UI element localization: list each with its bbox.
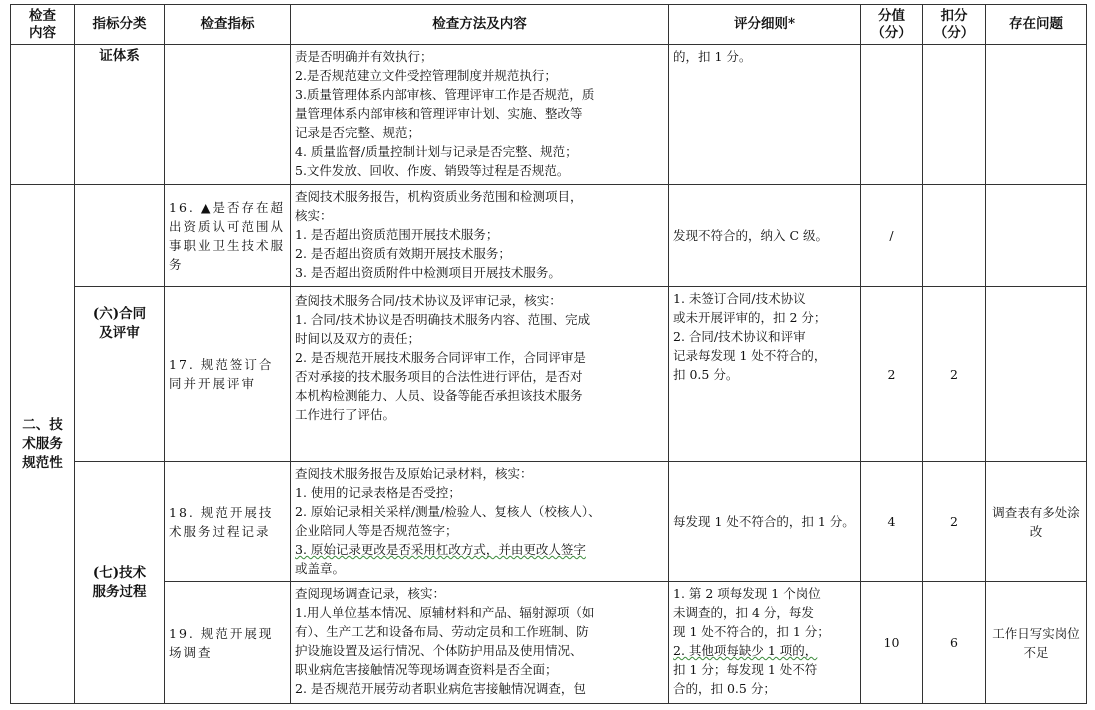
score-cell bbox=[861, 462, 923, 582]
header-scoring-rules: 评分细则* bbox=[669, 5, 861, 45]
table-row bbox=[11, 287, 1087, 462]
method-line: 或盖章。 bbox=[295, 561, 346, 576]
deduct-cell bbox=[923, 185, 986, 287]
indicator-cell bbox=[165, 462, 291, 582]
score-cell bbox=[861, 582, 923, 704]
method-cell bbox=[291, 45, 669, 185]
method-line: 否对承接的技术服务项目的合法性进行评估，是否对 bbox=[295, 369, 583, 384]
header-row bbox=[11, 5, 1087, 45]
header-deduction: 扣分 （分） bbox=[923, 5, 986, 45]
method-line: 2. 是否规范开展劳动者职业病危害接触情况调查，包 bbox=[295, 681, 586, 696]
method-cell bbox=[291, 287, 669, 462]
method-line: 工作进行了评估。 bbox=[295, 407, 396, 422]
rule-cell bbox=[669, 287, 861, 462]
header-score-value: 分值 （分） bbox=[861, 5, 923, 45]
deduct-value: 2 bbox=[950, 366, 958, 382]
method-line: 核实： bbox=[295, 208, 333, 223]
rule-cell bbox=[669, 45, 861, 185]
inspection-table bbox=[10, 4, 1087, 704]
rule-text: 每发现 1 处不符合的，扣 1 分。 bbox=[673, 514, 855, 529]
method-line: 记录是否完整、规范； bbox=[295, 125, 421, 140]
table-row bbox=[11, 45, 1087, 185]
rule-line: 记录每发现 1 处不符合的， bbox=[673, 348, 827, 363]
method-line: 查阅技术服务报告，机构资质业务范围和检测项目， bbox=[295, 189, 583, 204]
rule-cell bbox=[669, 462, 861, 582]
indicator-cell bbox=[165, 287, 291, 462]
method-line: 2. 原始记录相关采样/测量/检验人、复核人（校核人）、 bbox=[295, 504, 601, 519]
method-line: 查阅技术服务报告及原始记录材料，核实： bbox=[295, 466, 533, 481]
issue-cell bbox=[986, 462, 1087, 582]
method-line: 查阅技术服务合同/技术协议及评审记录，核实： bbox=[295, 293, 562, 308]
indicator-text: 16. ▲是否存在超出资质认可范围从事职业卫生技术服务 bbox=[169, 199, 286, 272]
method-line: 4. 质量监督/质量控制计划与记录是否完整、规范； bbox=[295, 144, 578, 159]
method-line: 时间以及双方的责任； bbox=[295, 331, 421, 346]
method-line: 企业陪同人等是否规范签字； bbox=[295, 523, 458, 538]
section-cell: 二、技 术服务 规范性 bbox=[11, 185, 75, 704]
rule-line: 扣 1 分；每发现 1 处不符 bbox=[673, 662, 818, 677]
method-cell bbox=[291, 582, 669, 704]
deduct-cell bbox=[923, 287, 986, 462]
rule-line: 1. 第 2 项每发现 1 个岗位 bbox=[673, 586, 821, 601]
indicator-text: 17. 规范签订合同并开展评审 bbox=[169, 357, 274, 391]
method-line: 1. 使用的记录表格是否受控； bbox=[295, 485, 461, 500]
deduct-cell bbox=[923, 462, 986, 582]
category-cell bbox=[75, 45, 165, 185]
indicator-cell bbox=[165, 45, 291, 185]
method-line: 1.用人单位基本情况、原辅材料和产品、辐射源项（如 bbox=[295, 605, 595, 620]
method-line: 查阅现场调查记录，核实： bbox=[295, 586, 446, 601]
issue-cell bbox=[986, 45, 1087, 185]
rule-line: 1. 未签订合同/技术协议 bbox=[673, 291, 806, 306]
rule-line: 或未开展评审的，扣 2 分； bbox=[673, 310, 827, 325]
rule-cell bbox=[669, 185, 861, 287]
method-line: 3. 原始记录更改是否采用杠改方式，并由更改人签字 bbox=[295, 542, 586, 557]
method-line: 3.质量管理体系内部审核、管理评审工作是否规范，质 bbox=[295, 87, 595, 102]
method-line: 3. 是否超出资质附件中检测项目开展技术服务。 bbox=[295, 265, 561, 280]
score-cell bbox=[861, 185, 923, 287]
rule-cell bbox=[669, 582, 861, 704]
issue-text: 工作日写实岗位不足 bbox=[992, 625, 1080, 660]
method-line: 1. 合同/技术协议是否明确技术服务内容、范围、完成 bbox=[295, 312, 591, 327]
method-line: 2. 是否超出资质有效期开展技术服务； bbox=[295, 246, 511, 261]
header-inspection-indicator: 检查指标 bbox=[165, 5, 291, 45]
score-cell bbox=[861, 45, 923, 185]
rule-line: 现 1 处不符合的，扣 1 分； bbox=[673, 624, 830, 639]
header-existing-issues: 存在问题 bbox=[986, 5, 1087, 45]
category-cell: (六)合同 及评审 bbox=[75, 287, 165, 462]
method-line: 有）、生产工艺和设备布局、劳动定员和工作班制、防 bbox=[295, 624, 589, 639]
deduct-cell bbox=[923, 582, 986, 704]
category-label: 证体系 bbox=[99, 48, 140, 64]
rule-text: 的，扣 1 分。 bbox=[673, 49, 752, 64]
score-value: / bbox=[889, 228, 894, 243]
method-line: 护设施设置及运行情况、个体防护用品及使用情况、 bbox=[295, 643, 583, 658]
rule-line: 未调查的，扣 4 分，每发 bbox=[673, 605, 814, 620]
method-cell bbox=[291, 462, 669, 582]
deduct-value: 6 bbox=[950, 635, 958, 650]
table-row bbox=[11, 185, 1087, 287]
method-line: 责是否明确并有效执行； bbox=[295, 49, 433, 64]
method-line: 1. 是否超出资质范围开展技术服务； bbox=[295, 227, 499, 242]
method-cell bbox=[291, 185, 669, 287]
table-row bbox=[11, 582, 1087, 704]
issue-text: 调查表有多处涂改 bbox=[992, 504, 1080, 539]
score-value: 10 bbox=[883, 635, 900, 650]
method-line: 量管理体系内部审核和管理评审计划、实施、整改等 bbox=[295, 106, 583, 121]
issue-cell bbox=[986, 185, 1087, 287]
score-value: 2 bbox=[887, 366, 896, 382]
issue-cell bbox=[986, 287, 1087, 462]
method-line: 5.文件发放、回收、作废、销毁等过程是否规范。 bbox=[295, 163, 570, 178]
content-cell bbox=[11, 45, 75, 185]
rule-line: 2. 其他项每缺少 1 项的， bbox=[673, 643, 818, 658]
header-indicator-category: 指标分类 bbox=[75, 5, 165, 45]
rule-line: 合的，扣 0.5 分； bbox=[673, 681, 776, 696]
deduct-value: 2 bbox=[950, 514, 958, 529]
indicator-text: 19. 规范开展现场调查 bbox=[169, 625, 274, 660]
rule-text: 发现不符合的，纳入 C 级。 bbox=[673, 228, 829, 243]
issue-cell bbox=[986, 582, 1087, 704]
method-line: 2. 是否规范开展技术服务合同评审工作，合同评审是 bbox=[295, 350, 586, 365]
score-value: 4 bbox=[887, 514, 896, 529]
deduct-cell bbox=[923, 45, 986, 185]
score-cell bbox=[861, 287, 923, 462]
category-cell bbox=[75, 185, 165, 287]
indicator-text: 18. 规范开展技术服务过程记录 bbox=[169, 504, 274, 539]
indicator-cell bbox=[165, 582, 291, 704]
category-cell: (七)技术 服务过程 bbox=[75, 462, 165, 704]
header-inspection-content: 检查 内容 bbox=[11, 5, 75, 45]
indicator-cell bbox=[165, 185, 291, 287]
rule-line: 扣 0.5 分。 bbox=[673, 367, 739, 382]
method-line: 本机构检测能力、人员、设备等能否承担该技术服务 bbox=[295, 388, 583, 403]
table-row bbox=[11, 462, 1087, 582]
method-line: 职业病危害接触情况等现场调查资料是否全面； bbox=[295, 662, 558, 677]
rule-line: 2. 合同/技术协议和评审 bbox=[673, 329, 806, 344]
header-method-content: 检查方法及内容 bbox=[291, 5, 669, 45]
method-line: 2.是否规范建立文件受控管理制度并规范执行； bbox=[295, 68, 557, 83]
